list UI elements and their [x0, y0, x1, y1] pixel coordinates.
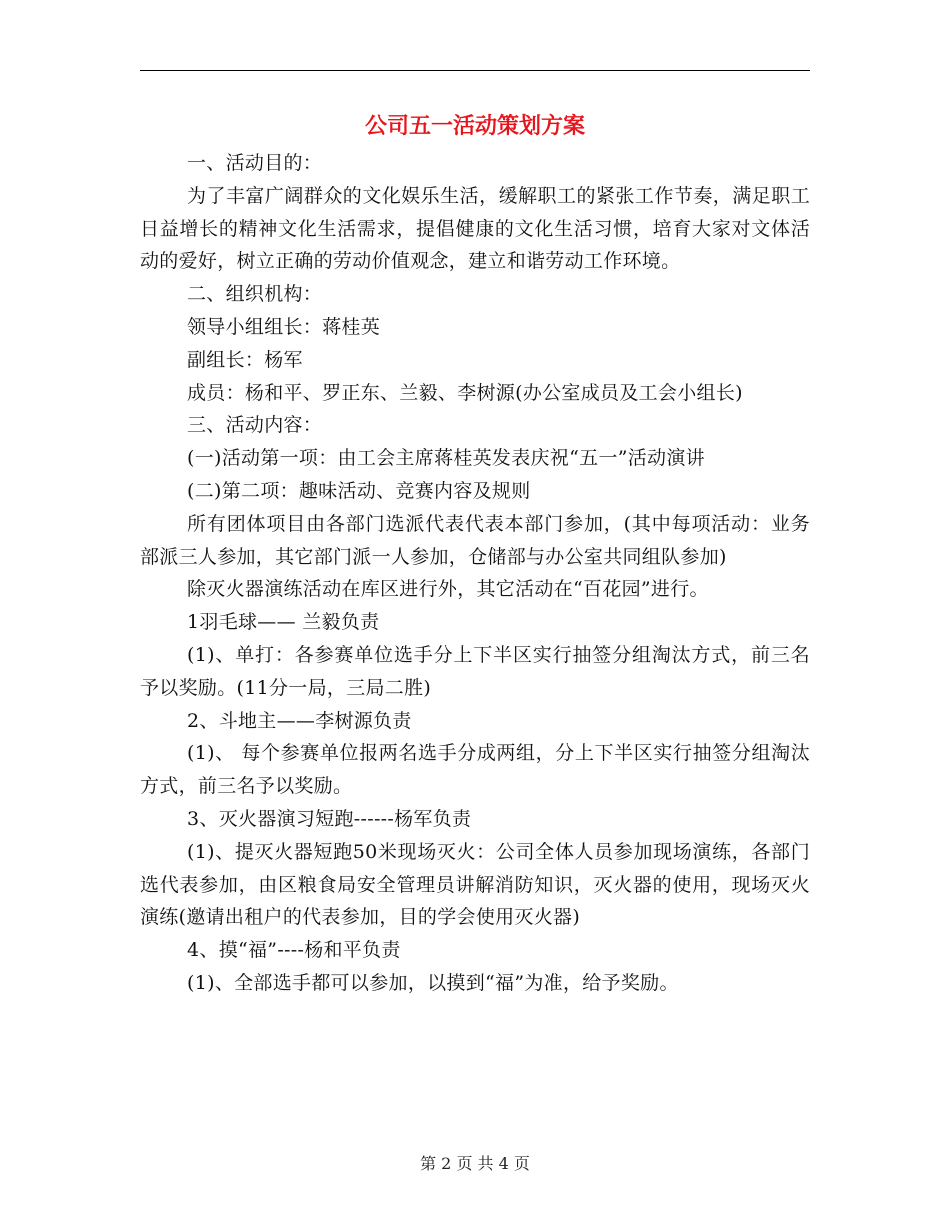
extinguisher-rule: (1)、提灭火器短跑50米现场灭火：公司全体人员参加现场演练，各部门选代表参加，由区粮食局安全管理员讲解消防知识，灭火器的使用，现场灭火演练(邀请出租户的代表参加，目的学会使用灭火器) — [140, 840, 810, 929]
badminton-rule: (1)、单打：各参赛单位选手分上下半区实行抽签分组淘汰方式，前三名予以奖励。(11分一局，三局二胜) — [140, 643, 810, 699]
extinguisher-heading: 3、灭火器演习短跑------杨军负责 — [187, 807, 472, 830]
venue-paragraph: 除灭火器演练活动在库区进行外，其它活动在“百花园”进行。 — [187, 578, 709, 601]
document-body — [140, 147, 810, 1000]
fu-heading: 4、摸“福”----杨和平负责 — [187, 939, 401, 962]
section-heading-purpose: 一、活动目的： — [187, 152, 323, 174]
deputy-leader-line: 副组长：杨军 — [187, 348, 303, 371]
team-rules-paragraph: 所有团体项目由各部门选派代表代表本部门参加，(其中每项活动：业务部派三人参加，其它部门派一人参加，仓储部与办公室共同组队参加) — [140, 512, 810, 568]
leader-line: 领导小组组长：蒋桂英 — [187, 315, 381, 338]
badminton-heading: 1羽毛球—— 兰毅负责 — [187, 611, 380, 634]
members-line: 成员：杨和平、罗正东、兰毅、李树源(办公室成员及工会小组长) — [187, 381, 743, 404]
section-heading-organization: 二、组织机构： — [187, 283, 323, 306]
header-rule — [140, 70, 810, 71]
document-title: 公司五一活动策划方案 — [364, 113, 585, 139]
activity-item-1: (一)活动第一项：由工会主席蒋桂英发表庆祝“五一”活动演讲 — [187, 447, 705, 470]
page-number: 第 2 页 共 4 页 — [420, 1154, 530, 1173]
section-heading-content: 三、活动内容： — [187, 414, 323, 437]
activity-item-2: (二)第二项：趣味活动、竞赛内容及规则 — [187, 479, 531, 502]
doudizhu-heading: 2、斗地主——李树源负责 — [187, 709, 412, 732]
doudizhu-rule: (1)、 每个参赛单位报两名选手分成两组，分上下半区实行抽签分组淘汰方式，前三名予以奖励。 — [140, 742, 810, 798]
purpose-paragraph: 为了丰富广阔群众的文化娱乐生活，缓解职工的紧张工作节奏，满足职工日益增长的精神文化生活需求，提倡健康的文化生活习惯，培育大家对文体活动的爱好，树立正确的劳动价值观念，建立和谐劳动工作环境。 — [140, 184, 810, 273]
fu-rule: (1)、全部选手都可以参加，以摸到“福”为准，给予奖励。 — [187, 971, 679, 994]
